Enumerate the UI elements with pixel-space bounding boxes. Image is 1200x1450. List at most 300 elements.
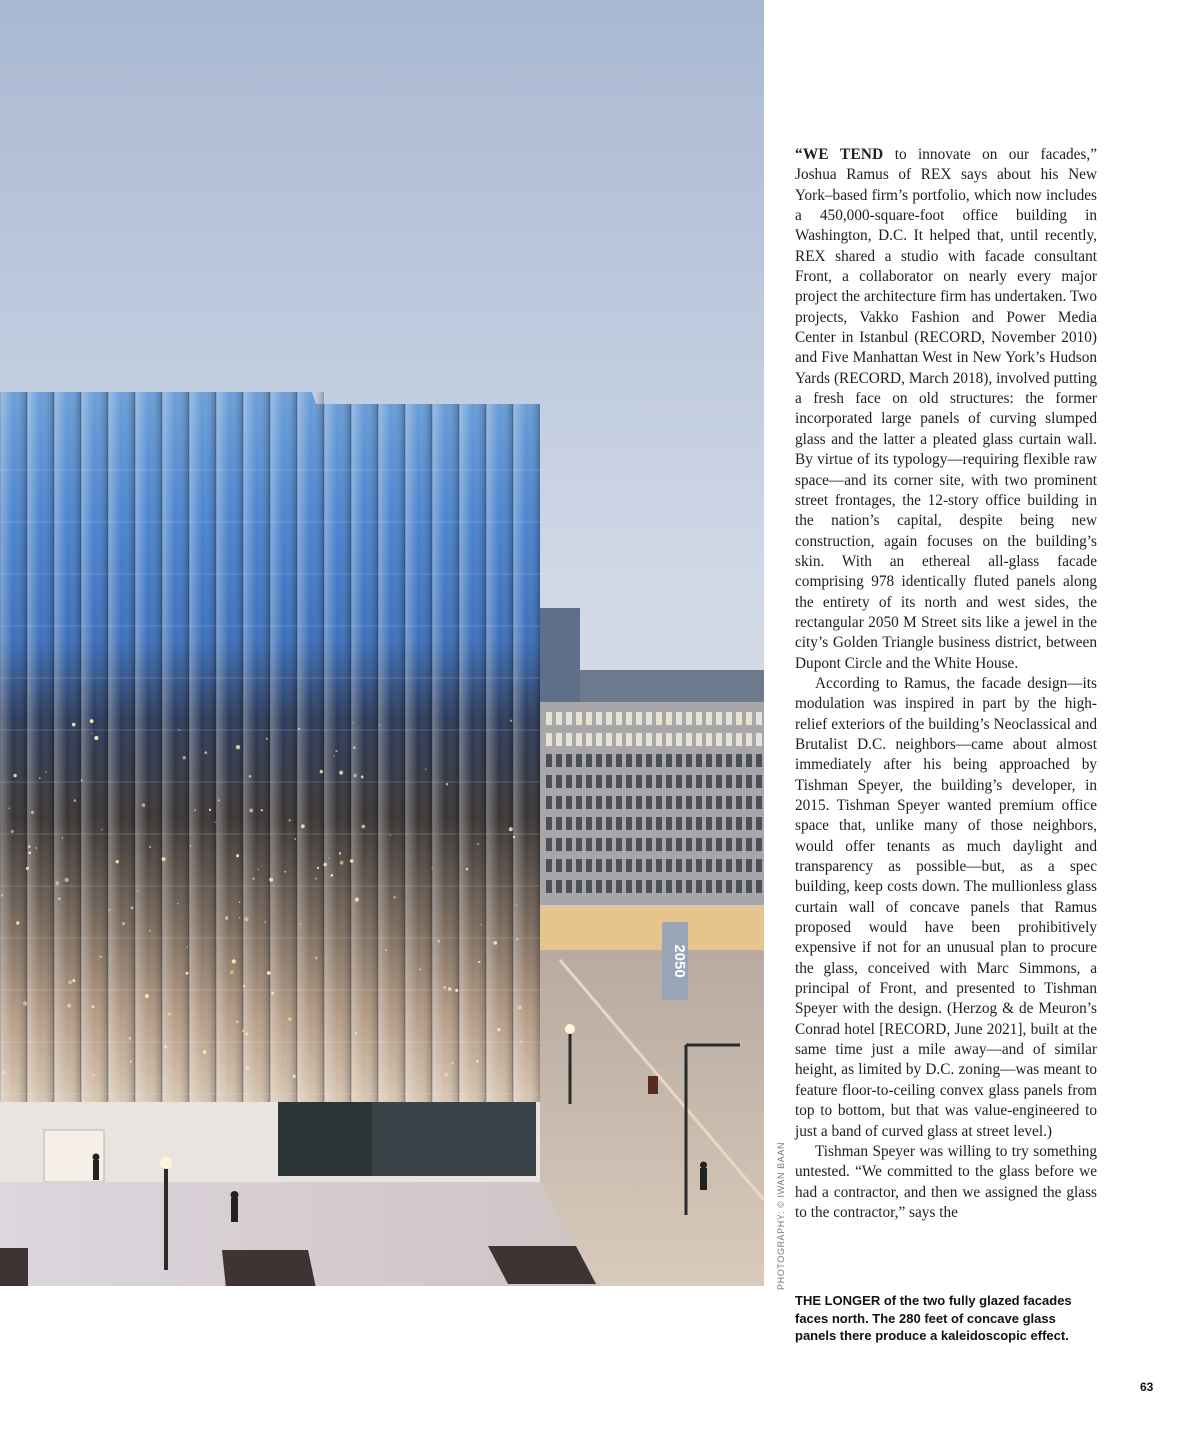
reflection-light xyxy=(331,874,334,877)
reflection-light xyxy=(333,755,334,756)
reflection-light xyxy=(239,917,240,918)
reflection-light xyxy=(510,720,512,722)
reflection-light xyxy=(186,946,187,947)
reflection-light xyxy=(68,980,72,984)
neighbor-window xyxy=(586,712,592,725)
neighbor-window xyxy=(686,838,692,851)
reflection-light xyxy=(266,738,268,740)
reflection-light xyxy=(190,845,191,846)
neighbor-window xyxy=(676,733,682,746)
neighbor-window xyxy=(706,733,712,746)
neighbor-window xyxy=(616,817,622,830)
neighbor-window xyxy=(566,712,572,725)
paragraph-text: to innovate on our facades,” Joshua Ramus of REX says about his New York–based firm’s portfolio, which now includes a 450,000-square-foot office building in Washington, D.C. It helped that, until recently, REX shared a studio with facade consultant Front, a collaborator on nearly every major project the architecture firm has undertaken. Two projects, Vakko Fashion and Power Media Center in Istanbul (RECORD, November 2010) and Five Manhattan West in New York’s Hudson Yards (RECORD, March 2018), involved putting a fresh face on old structures: the former incorporated large panels of curving slumped glass and the latter a pleated glass curtain wall. By virtue of its typology—requiring flexible raw space—and its corner site, with two prominent street frontages, the 12-story office building in the nation’s capital, despite being new construction, again focuses on the building’s skin. With an ethereal all-glass facade comprising 978 identically fluted panels along the entirety of its north and west sides, the rectangular 2050 M Street sits like a jewel in the city’s Golden Triangle business district, between Dupont Circle and the White House. xyxy=(795,146,1097,672)
neighbor-window xyxy=(606,817,612,830)
reflection-light xyxy=(45,771,47,773)
reflection-light xyxy=(425,768,427,770)
glass-flute xyxy=(351,404,378,1102)
reflection-light xyxy=(339,852,341,854)
neighbor-window xyxy=(646,838,652,851)
reflection-light xyxy=(339,771,343,775)
reflection-light xyxy=(252,878,254,880)
reflection-light xyxy=(513,836,516,839)
neighbor-window xyxy=(726,817,732,830)
reflection-light xyxy=(159,1079,160,1080)
article-paragraph-3: Tishman Speyer was willing to try something untested. “We committed to the glass before we had a contractor, and then we assigned the glass to the contractor,” says the xyxy=(795,1142,1097,1221)
glass-flute xyxy=(324,404,351,1102)
article-paragraph-1 xyxy=(795,145,1097,674)
reflection-light xyxy=(328,858,329,859)
facade-flutes xyxy=(0,392,540,1102)
neighbor-window xyxy=(666,712,672,725)
reflection-light xyxy=(90,719,94,723)
reflection-light xyxy=(432,868,433,869)
reflection-light xyxy=(168,1013,171,1016)
reflection-light xyxy=(258,869,259,870)
neighbor-window xyxy=(726,733,732,746)
reflection-light xyxy=(385,949,387,951)
reflection-light xyxy=(16,921,19,924)
glass-flute xyxy=(432,404,459,1102)
reflection-light xyxy=(242,1030,245,1033)
reflection-light xyxy=(478,961,480,963)
reflection-light xyxy=(92,1005,95,1008)
reflection-light xyxy=(355,898,359,902)
reflection-light xyxy=(23,1001,27,1005)
pedestrian xyxy=(93,1154,100,1181)
neighbor-window xyxy=(586,838,592,851)
neighbor-window xyxy=(556,775,562,788)
neighbor-window xyxy=(596,796,602,809)
reflection-light xyxy=(122,922,125,925)
reflection-light xyxy=(353,774,356,777)
neighbor-window xyxy=(706,775,712,788)
neighbor-window xyxy=(626,754,632,767)
neighbor-window xyxy=(636,838,642,851)
neighbor-window xyxy=(546,859,552,872)
reflection-light xyxy=(481,924,482,925)
neighbor-window xyxy=(656,712,662,725)
reflection-light xyxy=(288,1017,292,1021)
tree-grate xyxy=(0,1248,28,1286)
neighbor-window xyxy=(716,733,722,746)
neighbor-window xyxy=(686,754,692,767)
reflection-light xyxy=(31,811,34,814)
neighbor-window xyxy=(686,733,692,746)
neighbor-window xyxy=(706,880,712,893)
reflection-light xyxy=(13,774,16,777)
neighbor-window xyxy=(606,880,612,893)
reflection-light xyxy=(67,1004,71,1008)
neighbor-window xyxy=(566,817,572,830)
neighbor-window xyxy=(656,859,662,872)
neighbor-window xyxy=(616,733,622,746)
neighbor-window xyxy=(746,712,752,725)
neighbor-window xyxy=(666,733,672,746)
neighbor-window xyxy=(606,754,612,767)
neighbor-window xyxy=(756,775,762,788)
neighbor-window xyxy=(566,880,572,893)
neighbor-window xyxy=(596,817,602,830)
neighbor-window xyxy=(706,859,712,872)
reflection-light xyxy=(394,896,396,898)
neighbor-window xyxy=(686,880,692,893)
neighbor-window xyxy=(556,838,562,851)
reflection-light xyxy=(249,809,253,813)
reflection-light xyxy=(62,837,64,839)
neighbor-window xyxy=(716,880,722,893)
neighbor-window xyxy=(686,712,692,725)
neighbor-window xyxy=(756,754,762,767)
reflection-light xyxy=(437,940,440,943)
reflection-light xyxy=(267,971,271,975)
neighbor-window xyxy=(736,796,742,809)
neighbor-window xyxy=(716,775,722,788)
neighbor-window xyxy=(586,733,592,746)
neighbor-window xyxy=(616,880,622,893)
reflection-light xyxy=(204,751,207,754)
neighbor-window xyxy=(756,733,762,746)
pedestrian xyxy=(231,1191,239,1222)
neighbor-window xyxy=(606,859,612,872)
neighbor-window xyxy=(636,754,642,767)
reflection-light xyxy=(284,1059,285,1060)
reflection-light xyxy=(261,809,263,811)
reflection-light xyxy=(497,1028,501,1032)
reflection-light xyxy=(294,838,296,840)
glass-flute xyxy=(486,404,513,1102)
neighbor-window xyxy=(676,712,682,725)
reflection-light xyxy=(350,859,354,863)
neighbor-window xyxy=(626,796,632,809)
reflection-light xyxy=(142,803,146,807)
page-number: 63 xyxy=(1140,1380,1154,1394)
neighbor-window xyxy=(646,754,652,767)
neighbor-window xyxy=(616,838,622,851)
glass-flute xyxy=(162,392,189,1102)
reflection-light xyxy=(232,959,236,963)
reflection-light xyxy=(446,783,448,785)
neighbor-window xyxy=(606,712,612,725)
neighbor-window xyxy=(706,712,712,725)
neighbor-window xyxy=(616,775,622,788)
neighbor-window xyxy=(656,775,662,788)
reflection-light xyxy=(100,956,102,958)
reflection-light xyxy=(477,843,479,845)
neighbor-window xyxy=(586,880,592,893)
reflection-light xyxy=(236,1021,239,1024)
reflection-light xyxy=(269,878,273,882)
glass-flute xyxy=(81,392,108,1102)
neighbor-window xyxy=(716,859,722,872)
neighbor-window xyxy=(636,880,642,893)
neighbor-lobby-glow xyxy=(540,905,764,950)
reflection-light xyxy=(340,861,344,865)
neighbor-window xyxy=(696,817,702,830)
neighbor-window xyxy=(696,754,702,767)
reflection-light xyxy=(215,822,216,823)
reflection-light xyxy=(149,846,151,848)
reflection-light xyxy=(101,829,102,830)
reflection-light xyxy=(162,857,166,861)
reflection-light xyxy=(516,938,518,940)
neighbor-window xyxy=(716,754,722,767)
photo-caption xyxy=(795,1292,1095,1345)
neighbor-window xyxy=(636,775,642,788)
reflection-light xyxy=(194,809,196,811)
glass-flute xyxy=(54,392,81,1102)
neighbor-window xyxy=(586,859,592,872)
reflection-light xyxy=(116,860,119,863)
reflection-light xyxy=(353,746,356,749)
reflection-light xyxy=(493,941,497,945)
neighbor-window xyxy=(726,859,732,872)
neighbor-window xyxy=(746,733,752,746)
reflection-light xyxy=(245,917,249,921)
reflection-light xyxy=(299,923,301,925)
neighbor-window xyxy=(756,796,762,809)
neighbor-window xyxy=(736,880,742,893)
neighbor-window xyxy=(636,712,642,725)
glass-flute xyxy=(513,404,540,1102)
reflection-light xyxy=(81,779,83,781)
tree-grate xyxy=(222,1250,316,1286)
reflection-light xyxy=(28,845,30,847)
crane-tower xyxy=(540,608,580,708)
neighbor-window xyxy=(566,859,572,872)
neighbor-window xyxy=(626,817,632,830)
neighbor-window xyxy=(646,712,652,725)
neighbor-window xyxy=(716,796,722,809)
reflection-light xyxy=(144,1064,145,1065)
neighbor-window xyxy=(756,880,762,893)
neighbor-window xyxy=(726,796,732,809)
neighbor-window xyxy=(726,880,732,893)
sign-text: 2050 xyxy=(671,944,688,978)
reflection-light xyxy=(186,972,189,975)
neighbor-window xyxy=(636,859,642,872)
neighbor-window xyxy=(686,775,692,788)
reflection-light xyxy=(361,775,364,778)
reflection-light xyxy=(137,890,138,891)
neighbor-window xyxy=(576,859,582,872)
neighbor-window xyxy=(666,754,672,767)
reflection-light xyxy=(476,1060,478,1062)
neighbor-window xyxy=(746,775,752,788)
neighbor-window xyxy=(666,880,672,893)
neighbor-window xyxy=(666,859,672,872)
neighbor-window xyxy=(736,754,742,767)
lobby-dark-glass-right xyxy=(372,1102,536,1176)
neighbor-window xyxy=(576,733,582,746)
reflection-light xyxy=(516,905,517,906)
neighbor-window xyxy=(756,859,762,872)
reflection-light xyxy=(94,736,98,740)
neighbor-window xyxy=(696,859,702,872)
neighbor-window xyxy=(626,775,632,788)
neighbor-window xyxy=(666,817,672,830)
neighbor-window xyxy=(556,817,562,830)
neighbor-window xyxy=(656,796,662,809)
reflection-light xyxy=(177,903,178,904)
reflection-light xyxy=(451,1062,453,1064)
reflection-light xyxy=(509,827,513,831)
reflection-light xyxy=(43,1037,44,1038)
neighbor-window xyxy=(686,796,692,809)
neighbor-window xyxy=(656,733,662,746)
neighbor-window xyxy=(696,796,702,809)
reflection-light xyxy=(245,1033,248,1036)
neighbor-window xyxy=(726,775,732,788)
neighbor-window xyxy=(576,712,582,725)
neighbor-window xyxy=(636,817,642,830)
neighbor-window xyxy=(576,775,582,788)
neighbor-window xyxy=(586,775,592,788)
neighbor-window xyxy=(706,817,712,830)
neighbor-window xyxy=(696,838,702,851)
reflection-light xyxy=(203,1050,207,1054)
neighbor-window xyxy=(546,817,552,830)
reflection-light xyxy=(145,994,149,998)
glass-flute xyxy=(270,392,297,1102)
reflection-light xyxy=(298,728,300,730)
neighbor-window xyxy=(566,733,572,746)
neighbor-window xyxy=(736,733,742,746)
neighbor-window xyxy=(686,859,692,872)
neighbor-window xyxy=(676,817,682,830)
neighbor-window xyxy=(756,817,762,830)
reflection-light xyxy=(28,852,31,855)
neighbor-window xyxy=(746,754,752,767)
reflection-light xyxy=(243,985,245,987)
reflection-light xyxy=(264,921,266,923)
neighbor-window xyxy=(696,733,702,746)
neighbor-window xyxy=(736,817,742,830)
reflection-light xyxy=(390,835,391,836)
neighbor-window xyxy=(646,880,652,893)
neighbor-window xyxy=(626,880,632,893)
reflection-light xyxy=(518,1005,522,1009)
reflection-light xyxy=(11,830,14,833)
neighbor-window xyxy=(646,733,652,746)
neighbor-window xyxy=(566,754,572,767)
neighbor-window xyxy=(606,838,612,851)
neighbor-window xyxy=(556,880,562,893)
caption-text: of the two fully glazed facades faces north. The 280 feet of concave glass panels there produce a kaleidoscopic effect. xyxy=(795,1293,1072,1343)
reflection-light xyxy=(355,1032,357,1034)
reflection-light xyxy=(239,902,240,903)
neighbor-window xyxy=(726,754,732,767)
neighbor-window xyxy=(696,712,702,725)
reflection-light xyxy=(236,854,239,857)
neighbor-window xyxy=(746,817,752,830)
neighbor-window xyxy=(576,754,582,767)
neighbor-window xyxy=(556,712,562,725)
reflection-light xyxy=(65,878,69,882)
reflection-light xyxy=(293,1075,296,1078)
neighbor-window xyxy=(676,754,682,767)
lobby-dark-glass xyxy=(278,1102,372,1176)
neighbor-window xyxy=(546,796,552,809)
neighbor-window xyxy=(696,775,702,788)
glass-flute xyxy=(459,404,486,1102)
neighbor-window xyxy=(666,796,672,809)
neighbor-window xyxy=(746,880,752,893)
neighbor-window xyxy=(656,838,662,851)
neighbor-window xyxy=(596,775,602,788)
neighbor-window xyxy=(626,859,632,872)
glass-flute xyxy=(297,392,324,1102)
neighbor-window xyxy=(546,838,552,851)
reflection-light xyxy=(225,916,228,919)
neighbor-window xyxy=(576,796,582,809)
neighbor-window xyxy=(596,859,602,872)
reflection-light xyxy=(74,799,77,802)
neighbor-window xyxy=(576,817,582,830)
neighbor-window xyxy=(566,775,572,788)
neighbor-window xyxy=(736,838,742,851)
neighbor-window xyxy=(556,859,562,872)
neighbor-window xyxy=(576,838,582,851)
neighbor-window xyxy=(546,712,552,725)
neighbor-window xyxy=(676,880,682,893)
glass-flute xyxy=(27,392,54,1102)
reflection-light xyxy=(335,750,337,752)
neighbor-window xyxy=(706,838,712,851)
neighbor-window xyxy=(736,775,742,788)
reflection-light xyxy=(108,909,110,911)
reflection-light xyxy=(361,825,365,829)
article-paragraph-2: According to Ramus, the facade design—its modulation was inspired in part by the high-relief exteriors of the building’s Neoclassical and Brutalist D.C. neighbors—came about almost immediately after his being approached by Tishman Speyer, the building’s developer, in 2015. Tishman Speyer wanted premium office space that, unlike many of those neighbors, would offer tenants as much daylight and transparency as possible—but, as a spec building, keep costs down. The mullionless glass curtain wall of concave panels that Ramus proposed would have been prohibitively expensive if not for an unusual plan to procure the glass, conceived with Marc Simmons, a principal of Front, and presented to Tishman Speyer with the design. (Herzog & de Meuron’s Conrad hotel [RECORD, June 2021], built at the same time just a mile away—and of similar height, as limited by D.C. zoning—was meant to feature floor-to-ceiling convex glass panels from top to bottom, but that was value-engineered to just a band of curved glass at street level.) xyxy=(795,674,1097,1140)
neighbor-window xyxy=(676,775,682,788)
reflection-light xyxy=(289,819,291,821)
neighbor-window xyxy=(606,733,612,746)
reflection-light xyxy=(466,868,468,870)
neighbor-window xyxy=(656,880,662,893)
reflection-light xyxy=(164,1045,167,1048)
reflection-light xyxy=(1,894,4,897)
neighbor-window xyxy=(746,838,752,851)
neighbor-window xyxy=(756,838,762,851)
neighbor-window xyxy=(716,712,722,725)
neighbor-window xyxy=(646,859,652,872)
glass-flute xyxy=(108,392,135,1102)
reflection-light xyxy=(131,906,134,909)
photo-credit: PHOTOGRAPHY: © IWAN BAAN xyxy=(776,1141,786,1290)
reflection-light xyxy=(92,1074,95,1077)
reflection-light xyxy=(183,756,186,759)
neighbor-window xyxy=(616,859,622,872)
reflection-light xyxy=(209,809,211,811)
neighbor-window xyxy=(686,817,692,830)
neighbor-window xyxy=(726,838,732,851)
reflection-light xyxy=(8,808,10,810)
reflection-light xyxy=(249,775,252,778)
pedestrian xyxy=(700,1162,707,1191)
neighbor-window xyxy=(556,796,562,809)
neighbor-window xyxy=(546,775,552,788)
reflection-light xyxy=(56,881,60,885)
reflection-light xyxy=(2,1071,5,1074)
reflection-light xyxy=(58,897,61,900)
reflection-light xyxy=(271,992,274,995)
neighbor-window xyxy=(586,796,592,809)
neighbor-window xyxy=(656,817,662,830)
neighbor-window xyxy=(566,838,572,851)
glass-flute xyxy=(0,392,27,1102)
glass-flute xyxy=(189,392,216,1102)
glass-flute xyxy=(405,404,432,1102)
